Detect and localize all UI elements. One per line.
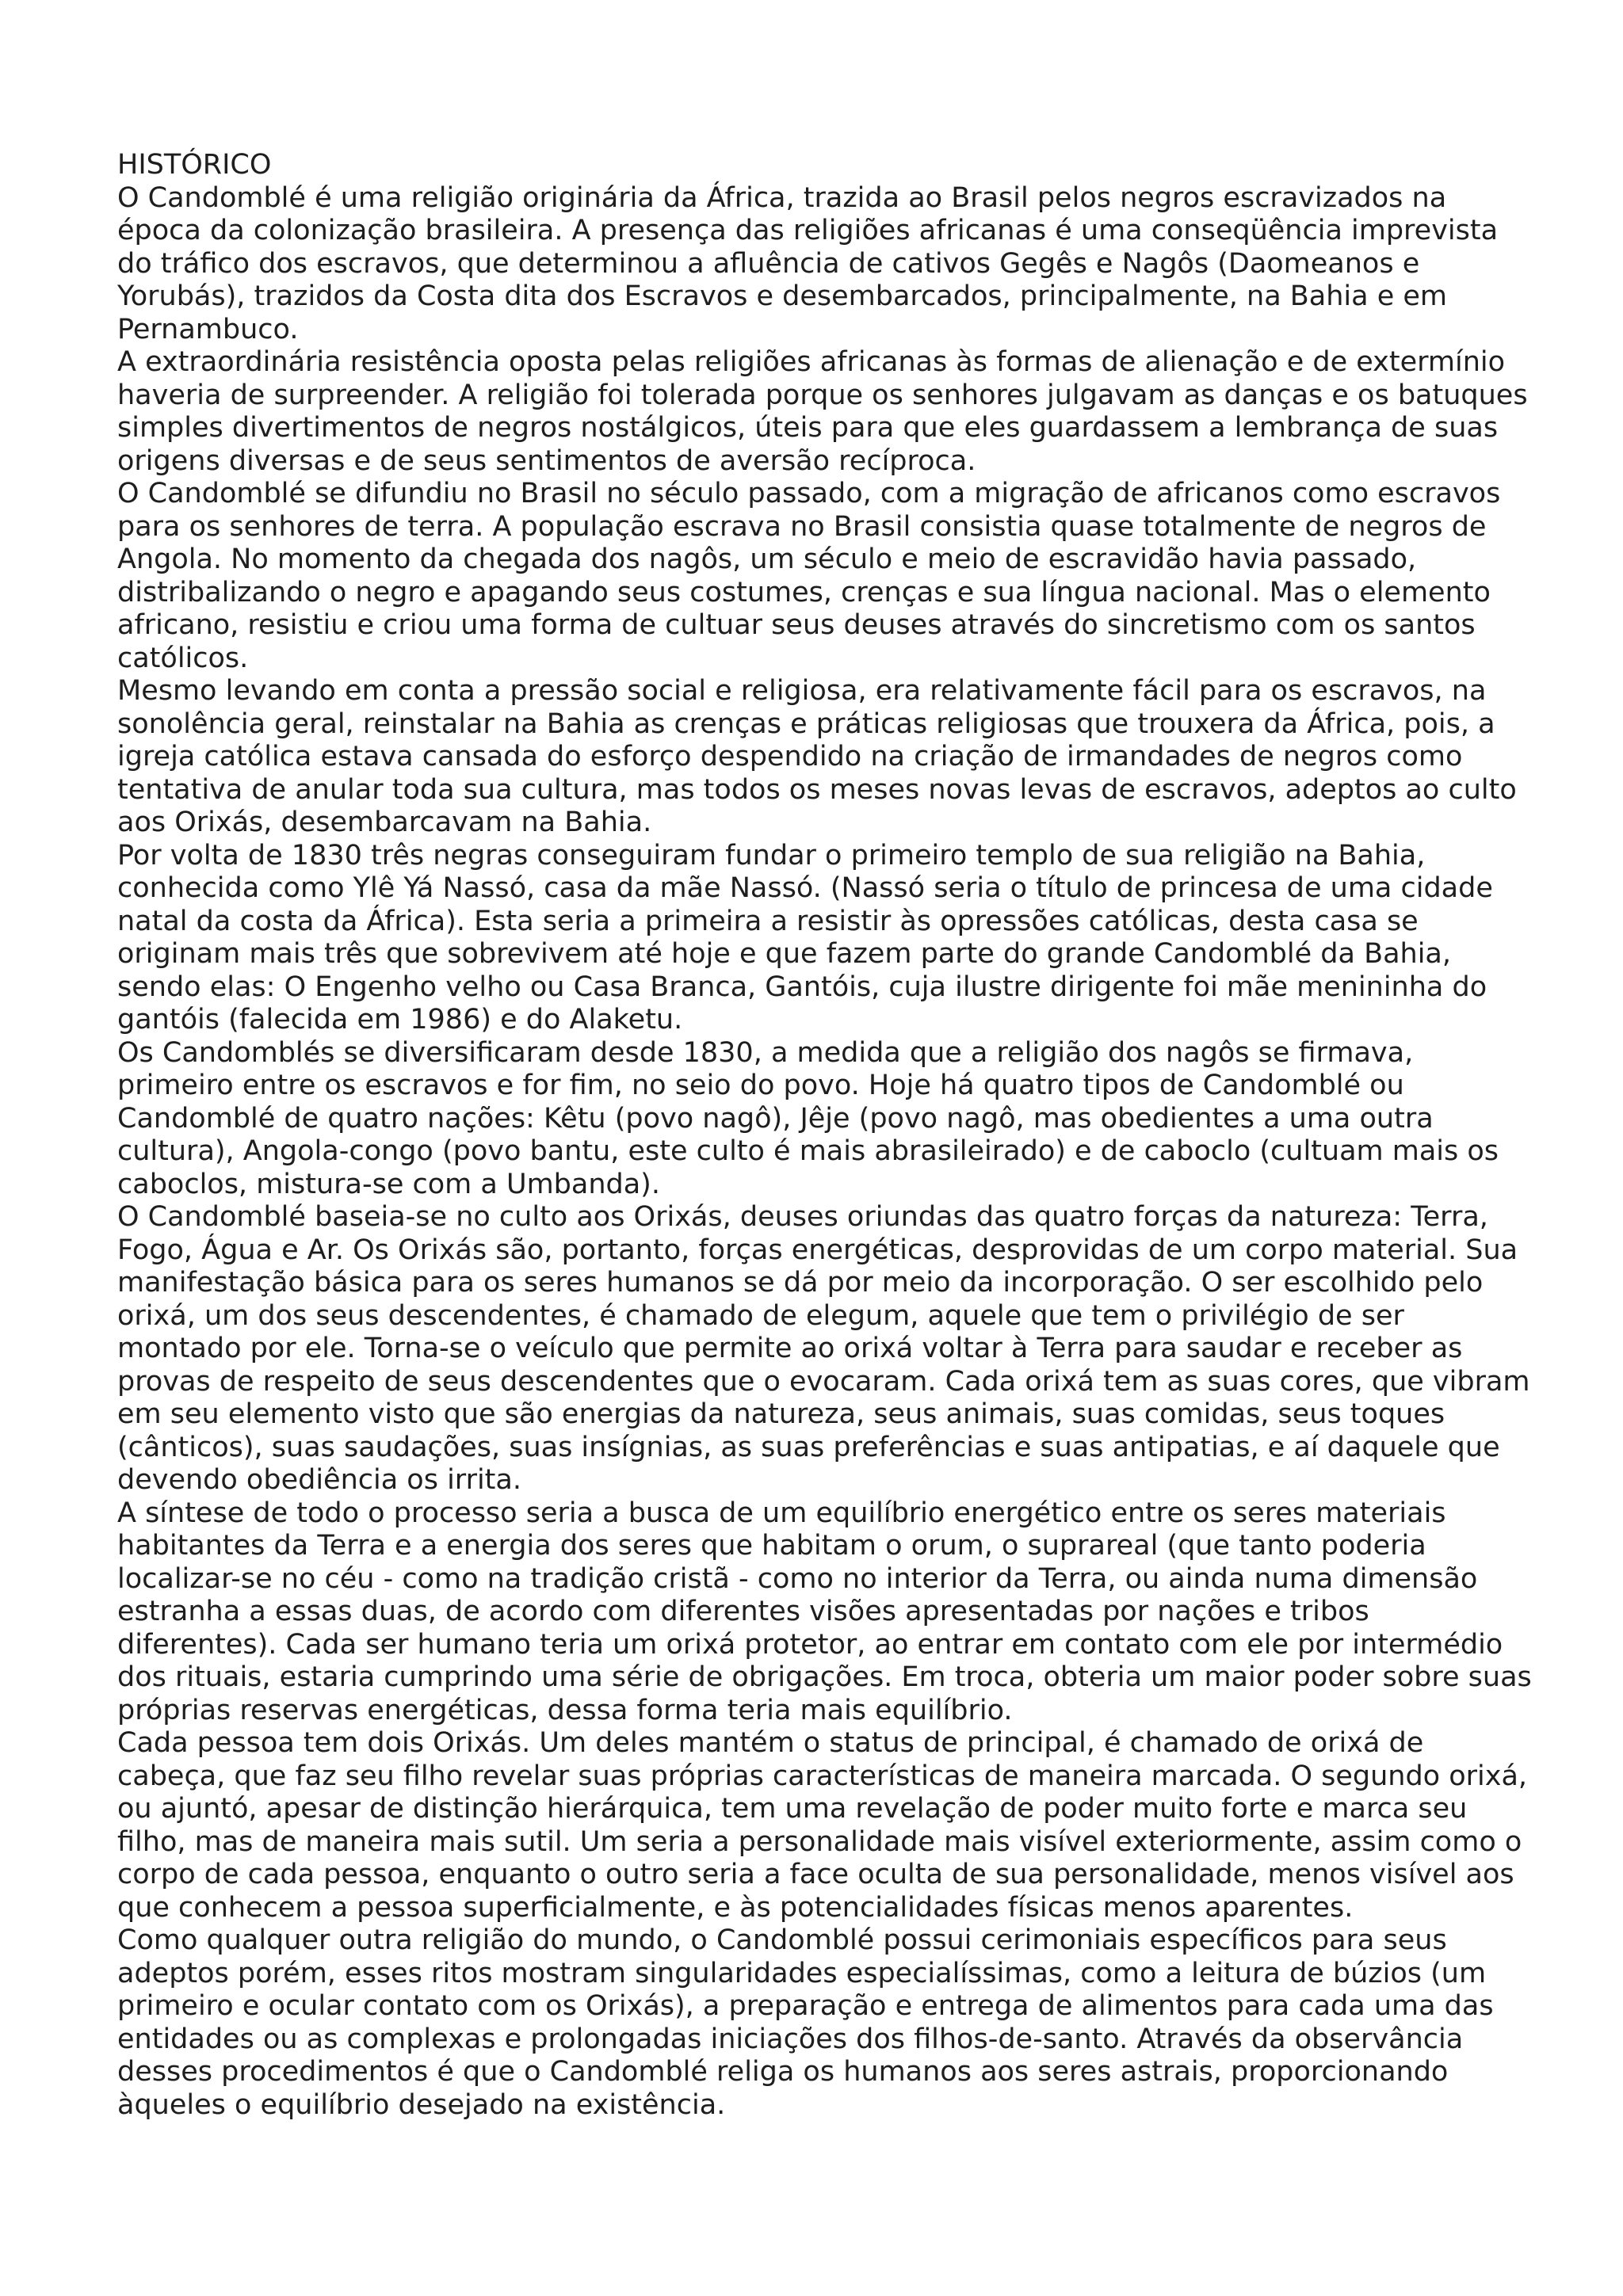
paragraph-reinstallation: Mesmo levando em conta a pressão social e religiosa, era relativamente fácil para os escravos, na sonolência geral, reinstalar na Bahia as crenças e práticas religiosas que trouxera da África, pois, a igreja católica estava cansada do esforço despendido na criação de irmandades de negros como tentativa de anular toda sua cultura, mas todos os meses novas levas de escravos, adeptos ao culto aos Orixás, desembarcavam na Bahia.: [117, 675, 1517, 838]
paragraph-two-orixas: Cada pessoa tem dois Orixás. Um deles mantém o status de principal, é chamado de orixá de cabeça, que faz seu filho revelar suas próprias características de maneira marcada. O segundo orixá, ou ajuntó, apesar de distinção hierárquica, tem uma revelação de poder muito forte e marca seu filho, mas de maneira mais sutil. Um seria a personalidade mais visível exteriormente, assim como o corpo de cada pessoa, enquanto o outro seria a face oculta de sua personalidade, menos visível aos que conhecem a pessoa superficialmente, e às potencialidades físicas menos aparentes.: [117, 1727, 1528, 1924]
document-page: [117, 149, 1532, 2122]
document-heading: HISTÓRICO: [117, 149, 272, 181]
paragraph-ceremonies: Como qualquer outra religião do mundo, o Candomblé possui cerimoniais específicos para seus adeptos porém, esses ritos mostram singularidades especialíssimas, como a leitura de búzios (um primeiro e ocular contato com os Orixás), a preparação e entrega de alimentos para cada uma das entidades ou as complexas e prolongadas iniciações dos filhos-de-santo. Através da observância desses procedimentos é que o Candomblé religa os humanos aos seres astrais, proporcionando àqueles o equilíbrio desejado na existência.: [117, 1924, 1494, 2121]
paragraph-spread: O Candomblé se difundiu no Brasil no século passado, com a migração de africanos como escravos para os senhores de terra. A população escrava no Brasil consistia quase totalmente de negros de Angola. No momento da chegada dos nagôs, um século e meio de escravidão havia passado, distribalizando o negro e apagando seus costumes, crenças e sua língua nacional. Mas o elemento africano, resistiu e criou uma forma de cultuar seus deuses através do sincretismo com os santos católicos.: [117, 478, 1501, 674]
paragraph-first-temple: Por volta de 1830 três negras conseguiram fundar o primeiro templo de sua religião na Bahia, conhecida como Ylê Yá Nassó, casa da mãe Nassó. (Nassó seria o título de princesa de uma cidade natal da costa da África). Esta seria a primeira a resistir às opressões católicas, desta casa se originam mais três que sobrevivem até hoje e que fazem parte do grande Candomblé da Bahia, sendo elas: O Engenho velho ou Casa Branca, Gantóis, cuja ilustre dirigente foi mãe menininha do gantóis (falecida em 1986) e do Alaketu.: [117, 839, 1493, 1035]
paragraph-resistance: A extraordinária resistência oposta pelas religiões africanas às formas de alienação e de extermínio haveria de surpreender. A religião foi tolerada porque os senhores julgavam as danças e os batuques simples divertimentos de negros nostálgicos, úteis para que eles guardassem a lembrança de suas origens diversas e de seus sentimentos de aversão recíproca.: [117, 346, 1528, 477]
paragraph-orixas: O Candomblé baseia-se no culto aos Orixás, deuses oriundas das quatro forças da natureza: Terra, Fogo, Água e Ar. Os Orixás são, portanto, forças energéticas, desprovidas de um corpo material. Sua manifestação básica para os seres humanos se dá por meio da incorporação. O ser escolhido pelo orixá, um dos seus descendentes, é chamado de elegum, aquele que tem o privilégio de ser montado por ele. Torna-se o veículo que permite ao orixá voltar à Terra para saudar e receber as provas de respeito de seus descendentes que o evocaram. Cada orixá tem as suas cores, que vibram em seu elemento visto que são energias da natureza, seus animais, suas comidas, seus toques (cânticos), suas saudações, suas insígnias, as suas preferências e suas antipatias, e aí daquele que devendo obediência os irrita.: [117, 1201, 1530, 1496]
paragraph-origin: O Candomblé é uma religião originária da África, trazida ao Brasil pelos negros escravizados na época da colonização brasileira. A presença das religiões africanas é uma conseqüência imprevista do tráfico dos escravos, que determinou a afluência de cativos Gegês e Nagôs (Daomeanos e Yorubás), trazidos da Costa dita dos Escravos e desembarcados, principalmente, na Bahia e em Pernambuco.: [117, 181, 1499, 345]
paragraph-nations: Os Candomblés se diversificaram desde 1830, a medida que a religião dos nagôs se firmava, primeiro entre os escravos e for fim, no seio do povo. Hoje há quatro tipos de Candomblé ou Candomblé de quatro nações: Kêtu (povo nagô), Jêje (povo nagô, mas obedientes a uma outra cultura), Angola-congo (povo bantu, este culto é mais abrasileirado) e de caboclo (cultuam mais os caboclos, mistura-se com a Umbanda).: [117, 1036, 1499, 1200]
paragraph-synthesis: A síntese de todo o processo seria a busca de um equilíbrio energético entre os seres materiais habitantes da Terra e a energia dos seres que habitam o orum, o suprareal (que tanto poderia localizar-se no céu - como na tradição cristã - como no interior da Terra, ou ainda numa dimensão estranha a essas duas, de acordo com diferentes visões apresentadas por nações e tribos diferentes). Cada ser humano teria um orixá protetor, ao entrar em contato com ele por intermédio dos rituais, estaria cumprindo uma série de obrigações. Em troca, obteria um maior poder sobre suas próprias reservas energéticas, dessa forma teria mais equilíbrio.: [117, 1497, 1532, 1726]
